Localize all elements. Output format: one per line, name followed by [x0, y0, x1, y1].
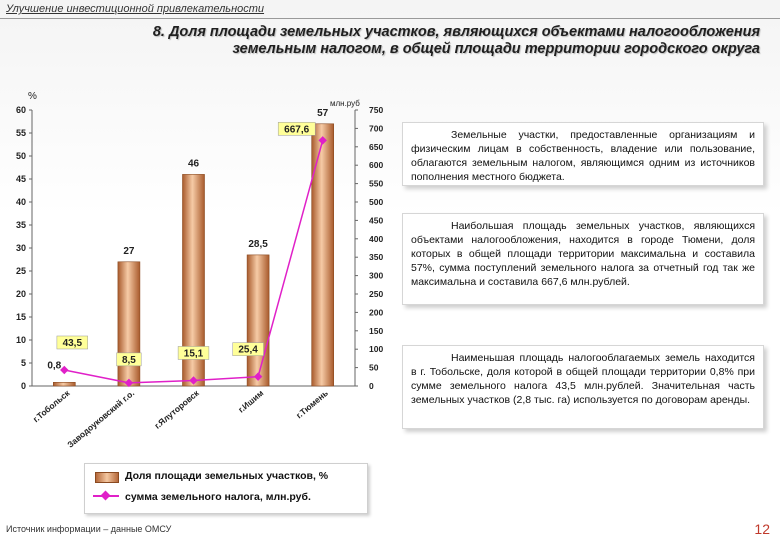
note-text-1: Земельные участки, предоставленные организациям и физическим лицам в собственность, владение или пользование, облагаются земельным налогом, являющимся одним из источников пополнения местного бюджета.	[411, 129, 755, 183]
left-tick-label: 50	[15, 151, 26, 161]
slide-title-line-1: 8. Доля площади земельных участков, являющихся объектами налогообложения	[152, 24, 760, 40]
right-tick-label: 550	[369, 178, 384, 189]
left-tick-label: 10	[15, 335, 26, 345]
note-box-2	[402, 213, 764, 305]
right-axis-unit: млн.руб	[330, 99, 360, 108]
left-tick-label: 55	[15, 128, 26, 138]
source-note: Источник информации – данные ОМСУ	[6, 524, 172, 534]
slide-title-line-2: земельным налогом, в общей площади территории городского округа	[232, 41, 760, 57]
left-tick-label: 5	[20, 358, 26, 368]
left-tick-label: 0	[20, 381, 26, 391]
right-tick-label: 750	[369, 105, 384, 115]
header-title: Улучшение инвестиционной привлекательности	[6, 3, 265, 15]
right-tick-label: 0	[369, 381, 374, 391]
chart	[0, 88, 400, 468]
left-tick-label: 25	[15, 266, 26, 276]
bar-label-4: 28,5	[248, 238, 268, 250]
right-tick-label: 300	[369, 270, 384, 281]
left-tick-label: 40	[15, 197, 26, 207]
line-label-5: 667,6	[284, 124, 310, 136]
right-tick-label: 500	[369, 197, 384, 207]
header-divider	[0, 18, 780, 19]
right-tick-label: 450	[369, 215, 384, 226]
line-label-2: 8,5	[121, 354, 136, 366]
line-point-1	[60, 366, 68, 374]
bar-label-3: 46	[187, 158, 200, 170]
category-label-4: г.Ишим	[236, 387, 266, 415]
right-tick-label: 100	[369, 344, 384, 355]
right-tick-label: 250	[369, 289, 384, 299]
right-tick-label: 150	[369, 325, 384, 336]
left-tick-label: 20	[15, 289, 26, 299]
left-tick-label: 60	[15, 105, 26, 115]
line-label-3: 15,1	[183, 348, 204, 360]
bar-5	[312, 124, 334, 386]
right-tick-label: 350	[369, 252, 384, 263]
right-tick-label: 600	[369, 160, 384, 171]
right-tick-label: 200	[369, 307, 384, 318]
left-tick-label: 45	[15, 174, 26, 184]
line-label-4: 25,4	[238, 344, 258, 356]
line-label-1: 43,5	[62, 337, 83, 349]
bar-1	[53, 382, 75, 386]
bar-label-2: 27	[123, 245, 135, 257]
note-box-3	[402, 345, 764, 429]
legend-bar-label: Доля площади земельных участков, %	[125, 470, 329, 482]
left-tick-label: 35	[15, 220, 26, 230]
category-label-5: г.Тюмень	[293, 387, 330, 421]
note-text-3: Наименьшая площадь налогооблагаемых земель находится в г. Тобольске, доля которой в общей площади территории 0,8% при сумме земельного налога 43,5 млн.рублей. Значительная часть земельных участков (2,8 тыс. га) используется по договорам аренды.	[411, 352, 755, 406]
chart-legend	[84, 463, 368, 514]
right-tick-label: 700	[369, 123, 384, 134]
note-box-1	[402, 122, 764, 186]
category-label-3: г.Ялуторовск	[152, 387, 201, 431]
category-label-1: г.Тобольск	[30, 387, 72, 425]
legend-bar-swatch	[95, 472, 119, 483]
right-tick-label: 400	[369, 233, 384, 244]
left-tick-label: 30	[15, 243, 26, 253]
bar-label-5: 57	[317, 107, 329, 119]
note-text-2: Наибольшая площадь земельных участков, являющихся объектами налогообложения, находится в городе Тюмени, доля которых в общей площади территории максимальна и составила 57%, сумма поступлений земельного налога за отчетный год так же максимальна и составила 667,6 млн.рублей.	[411, 220, 755, 288]
page-number: 12	[754, 521, 770, 537]
slide-title	[60, 24, 760, 58]
right-tick-label: 50	[369, 362, 379, 373]
right-tick-label: 650	[369, 141, 384, 152]
legend-line-label: сумма земельного налога, млн.руб.	[125, 491, 311, 503]
left-axis-unit: %	[28, 91, 37, 102]
bar-4	[247, 255, 269, 386]
legend-line-marker	[101, 491, 111, 501]
bar-label-1: 0,8	[47, 360, 62, 372]
category-label-2: Заводоуковский г.о.	[65, 387, 137, 450]
bar-2	[118, 262, 140, 386]
left-tick-label: 15	[15, 312, 26, 322]
